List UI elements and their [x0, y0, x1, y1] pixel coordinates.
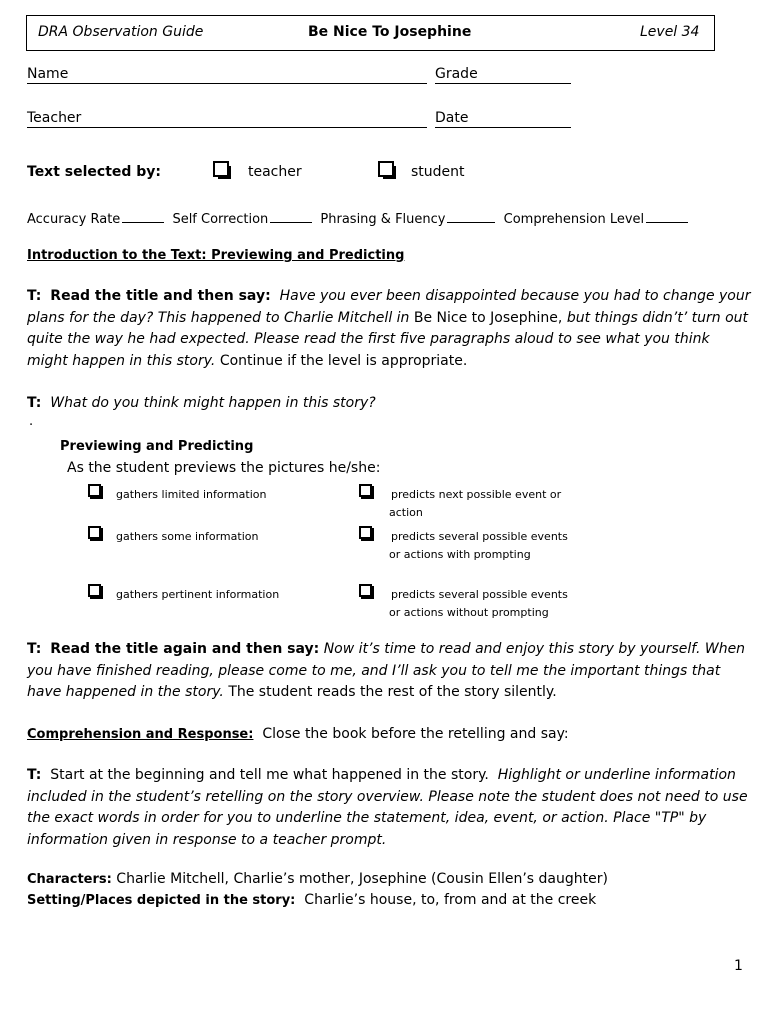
stray-dot: . [29, 414, 34, 429]
date-line[interactable] [435, 127, 571, 128]
retell-italic: Highlight or underline information included in the student’s retelling on the story overview. Please note the student does not need to use the exact words in order for you to underline the statement, idea, event, or action. Place "TP" by information given in response to a teacher prompt. [27, 767, 748, 848]
comprehension-text: Close the book before the retelling and say: [262, 726, 569, 742]
page-number: 1 [734, 958, 743, 974]
read-again-say: Read the title again and then say: [50, 641, 320, 657]
level-label: Level 34 [640, 24, 700, 40]
gathers-some-checkbox[interactable] [88, 526, 101, 539]
student-checkbox[interactable] [378, 161, 394, 177]
preview-heading: Previewing and Predicting [60, 439, 254, 454]
teacher-line[interactable] [27, 127, 427, 128]
intro-question-1: Have you ever been disappointed because you had to change your plans for the day? This happened to Charlie Mitchell in [27, 288, 751, 326]
intro-continue: Continue if the level is appropriate. [219, 352, 468, 369]
student-option-label: student [411, 164, 465, 180]
story-title: Be Nice To Josephine [308, 24, 472, 40]
phrasing-blank[interactable] [447, 209, 495, 223]
grade-label: Grade [435, 66, 478, 82]
preview-subheading: As the student previews the pictures he/she: [67, 460, 381, 476]
guide-title: DRA Observation Guide [38, 24, 204, 40]
predicts-next-label-2: action [389, 506, 423, 519]
teacher-option-label: teacher [248, 164, 302, 180]
predicts-several-no-prompting-label-2: or actions without prompting [389, 606, 549, 619]
setting-label: Setting/Places depicted in the story: [27, 893, 296, 908]
read-again-plain: The student reads the rest of the story silently. [228, 684, 557, 700]
predicts-several-no-prompting-checkbox[interactable] [359, 584, 372, 597]
intro-book-title: Be Nice to Josephine, [413, 309, 563, 326]
gathers-some-label: gathers some information [116, 530, 259, 543]
date-label: Date [435, 110, 469, 126]
name-label: Name [27, 66, 69, 82]
self-correction-blank[interactable] [270, 209, 312, 223]
retell-t-label: T: [27, 767, 42, 783]
rates-row [27, 209, 692, 227]
intro-read-say: Read the title and then say: [50, 288, 271, 304]
teacher-label: Teacher [27, 110, 82, 126]
predicts-next-label-1: predicts next possible event or [391, 488, 562, 501]
setting-row [27, 892, 596, 908]
retell-plain: Start at the beginning and tell me what happened in the story. [50, 767, 489, 783]
name-line[interactable] [27, 83, 427, 84]
gathers-pertinent-checkbox[interactable] [88, 584, 101, 597]
predicts-several-prompting-label-2: or actions with prompting [389, 548, 531, 561]
characters-value: Charlie Mitchell, Charlie’s mother, Josephine (Cousin Ellen’s daughter) [116, 871, 608, 887]
read-again-paragraph [27, 639, 752, 704]
predicts-several-prompting-checkbox[interactable] [359, 526, 372, 539]
self-correction-label: Self Correction [172, 212, 269, 227]
gathers-pertinent-label: gathers pertinent information [116, 588, 280, 601]
characters-label: Characters: [27, 872, 112, 887]
intro-heading: Introduction to the Text: Previewing and Predicting [27, 248, 405, 263]
predicts-several-no-prompting-label-1: predicts several possible events [391, 588, 568, 601]
gathers-limited-checkbox[interactable] [88, 484, 101, 497]
question-t-label: T: [27, 395, 42, 411]
intro-paragraph [27, 286, 752, 372]
characters-row [27, 871, 608, 887]
comprehension-row [27, 726, 569, 742]
retell-paragraph [27, 765, 752, 851]
intro-question-2: but things didn’t’ turn out quite the way he had expected. Please read the first five paragraphs aloud to see what you think might happen in this story. [27, 309, 749, 369]
predicts-next-checkbox[interactable] [359, 484, 372, 497]
intro-t-label: T: [27, 288, 42, 304]
comprehension-heading: Comprehension and Response: [27, 727, 254, 742]
accuracy-rate-blank[interactable] [122, 209, 164, 223]
teacher-checkbox[interactable] [213, 161, 229, 177]
comprehension-level-blank[interactable] [646, 209, 688, 223]
accuracy-rate-label: Accuracy Rate [27, 212, 121, 227]
question-row [27, 395, 376, 411]
phrasing-label: Phrasing & Fluency [320, 212, 446, 227]
read-again-t-label: T: [27, 641, 42, 657]
grade-line[interactable] [435, 83, 571, 84]
gathers-limited-label: gathers limited information [116, 488, 267, 501]
setting-value: Charlie’s house, to, from and at the creek [304, 892, 597, 908]
read-again-italic: Now it’s time to read and enjoy this story by yourself. When you have finished reading, please come to me, and I’ll ask you to tell me the important things that have happened in the story. [27, 641, 746, 700]
predicts-several-prompting-label-1: predicts several possible events [391, 530, 568, 543]
comprehension-level-label: Comprehension Level [503, 212, 645, 227]
question-text: What do you think might happen in this story? [50, 395, 376, 411]
text-selected-label: Text selected by: [27, 164, 162, 180]
